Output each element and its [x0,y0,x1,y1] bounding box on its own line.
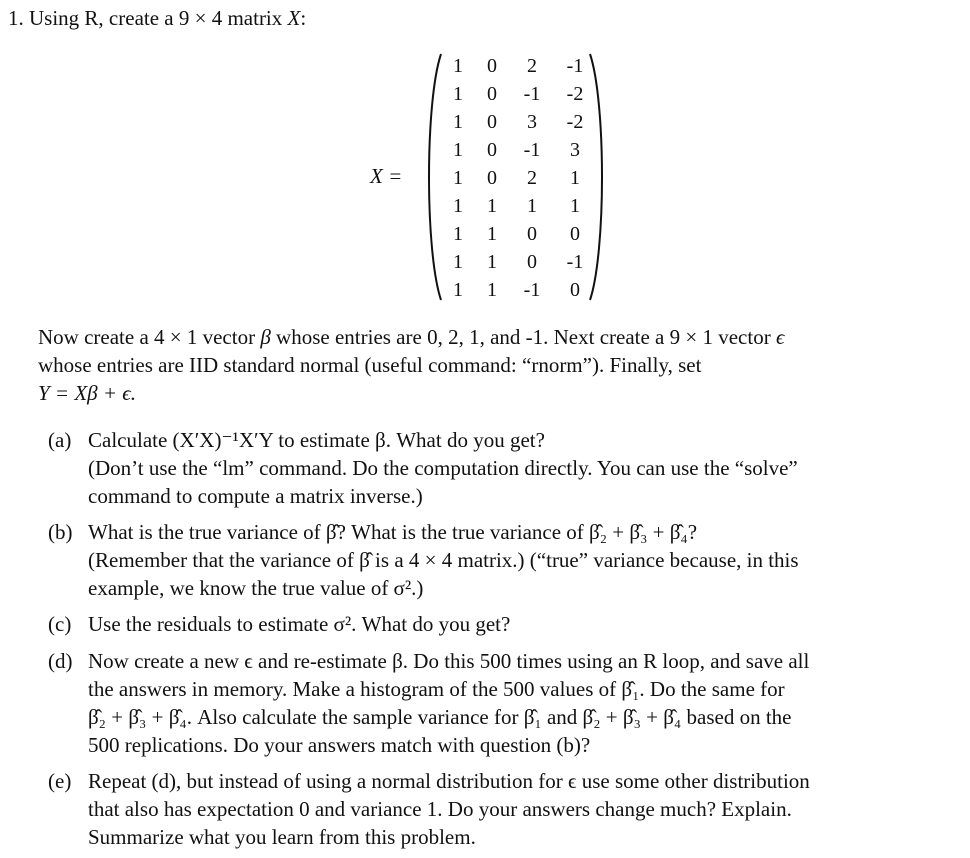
heading-colon: : [300,6,307,30]
matrix-cell: 0 [487,111,497,133]
question-c-label: (c) [48,612,72,636]
question-d-line-4: 500 replications. Do your answers match with question (b)? [88,733,591,757]
problem-heading [8,4,306,32]
question-a-line-3: command to compute a matrix inverse.) [88,484,423,508]
matrix-cell: 1 [453,279,463,301]
question-a-label: (a) [48,428,72,452]
matrix-cell: 1 [487,223,497,245]
matrix-cell: 1 [453,167,463,189]
question-b-line-3: example, we know the true value of σ².) [88,576,424,600]
intro-line-3: Y = Xβ + ϵ. [38,381,137,405]
question-e-line-3: Summarize what you learn from this problem. [88,825,476,849]
matrix-cell: 1 [453,195,463,217]
matrix-cell: -2 [566,111,584,133]
intro-line-1 [38,323,784,351]
question-e-line-1: Repeat (d), but instead of using a normal distribution for ϵ use some other distribution [88,769,810,793]
matrix-cell: 1 [453,111,463,133]
matrix-cell: -1 [523,83,541,105]
matrix-cell: -1 [523,139,541,161]
intro-eps: ϵ [775,325,785,349]
question-a-line-2: (Don’t use the “lm” command. Do the computation directly. You can use the “solve” [88,456,798,480]
matrix-cell: 1 [453,251,463,273]
problem-number: 1. [8,6,24,30]
intro-line-2: whose entries are IID standard normal (useful command: “rnorm”). Finally, set [38,353,702,377]
question-b-line-2: (Remember that the variance of β̂ is a 4 × 4 matrix.) (“true” variance because, in this [88,548,799,572]
left-paren-icon [423,52,445,302]
question-c-line-1: Use the residuals to estimate σ². What do you get? [88,612,511,636]
matrix-cell: 3 [570,139,580,161]
matrix-cell: 1 [453,55,463,77]
question-b-label: (b) [48,520,73,544]
matrix-cell: 0 [487,55,497,77]
matrix-cell: 1 [527,195,537,217]
matrix-cell: 0 [527,223,537,245]
matrix-cell: 1 [570,167,580,189]
heading-text: Using R, create a 9 × 4 matrix [29,6,288,30]
matrix-cell: -2 [566,83,584,105]
question-d-line-2: the answers in memory. Make a histogram of the 500 values of β̂₁. Do the same for [88,677,785,701]
matrix-cell: 1 [487,279,497,301]
matrix-cell: -1 [523,279,541,301]
matrix-cell: 3 [527,111,537,133]
intro-text-b: whose entries are 0, 2, 1, and -1. Next create a 9 × 1 vector [270,325,776,349]
matrix-cell: 1 [453,223,463,245]
question-b-line-1: What is the true variance of β̂? What is the true variance of β̂₂ + β̂₃ + β̂₄? [88,520,698,544]
matrix-label: X = [370,164,403,188]
matrix-cell: 1 [487,251,497,273]
question-d-line-1: Now create a new ϵ and re-estimate β. Do this 500 times using an R loop, and save all [88,649,810,673]
matrix-cell: 0 [570,279,580,301]
question-d-label: (d) [48,649,73,673]
intro-text-a: Now create a 4 × 1 vector [38,325,261,349]
matrix-cell: 2 [527,55,537,77]
matrix-cell: 1 [453,139,463,161]
matrix-cell: 1 [453,83,463,105]
matrix-cell: -1 [566,251,584,273]
matrix-cell: 0 [527,251,537,273]
matrix-cell: 2 [527,167,537,189]
matrix-cell: 0 [487,83,497,105]
matrix-cell: 0 [570,223,580,245]
matrix-cell: 0 [487,139,497,161]
matrix-cell: 0 [487,167,497,189]
matrix-cell: 1 [570,195,580,217]
intro-beta: β [260,325,271,349]
question-e-label: (e) [48,769,72,793]
heading-var: X [287,6,301,30]
question-a-line-1: Calculate (X′X)⁻¹X′Y to estimate β. What do you get? [88,428,545,452]
matrix-cell: -1 [566,55,584,77]
question-e-line-2: that also has expectation 0 and variance 1. Do your answers change much? Explain. [88,797,792,821]
question-d-line-3: β̂₂ + β̂₃ + β̂₄. Also calculate the sample variance for β̂₁ and β̂₂ + β̂₃ + β̂₄ based on the [88,705,792,729]
matrix-cell: 1 [487,195,497,217]
